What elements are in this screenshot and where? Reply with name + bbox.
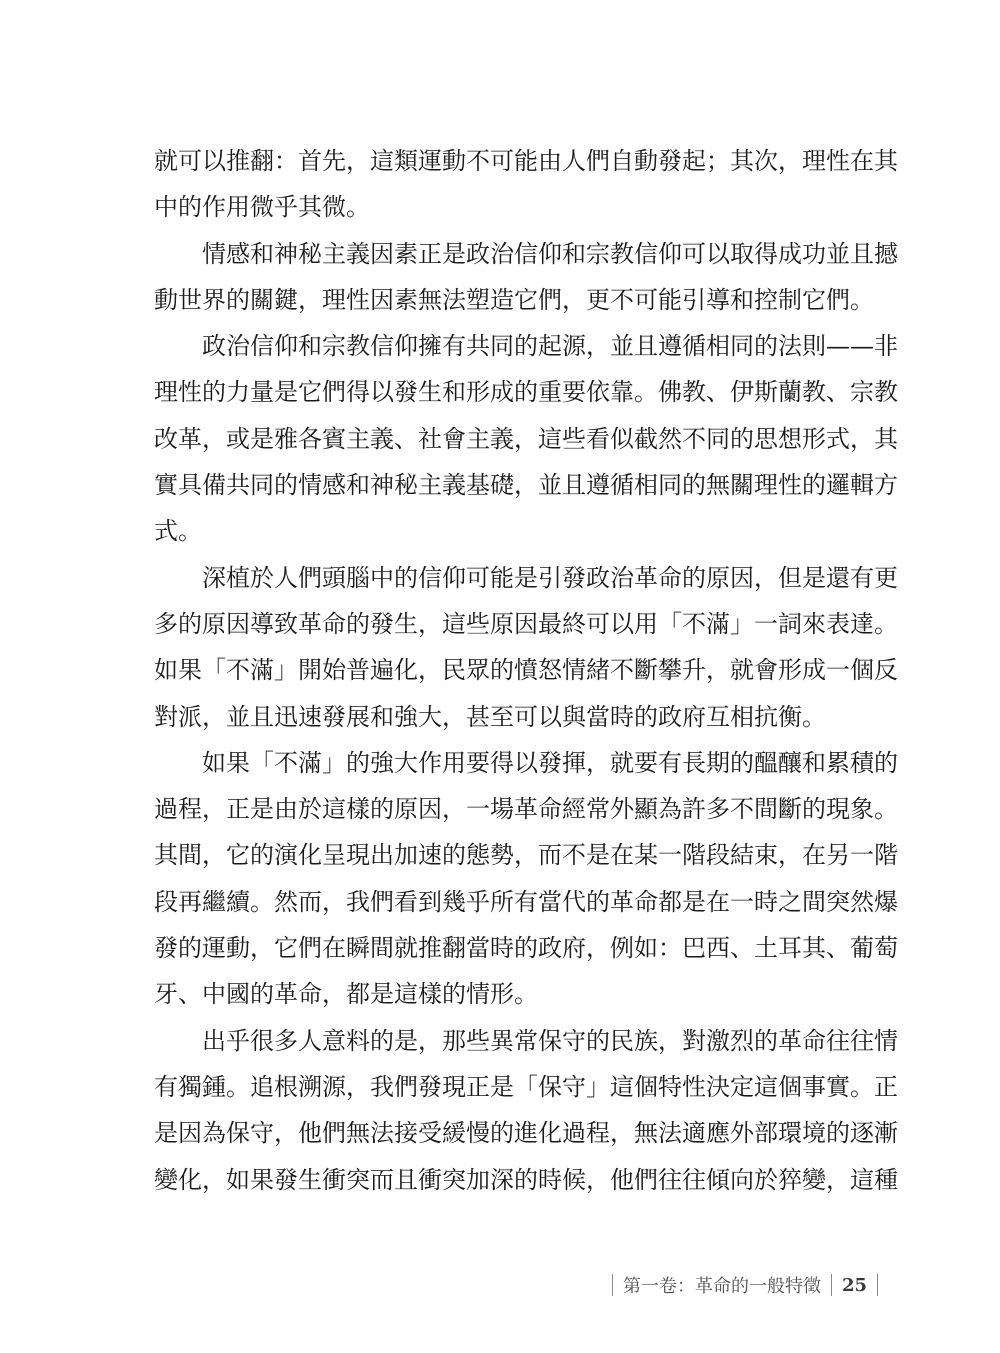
text-line: 其間，它的演化呈現出加速的態勢，而不是在某一階段結束，在另一階 [154, 841, 898, 870]
text-line: 過程，正是由於這樣的原因，一場革命經常外顯為許多不間斷的現象。 [154, 795, 898, 824]
footer-divider-right [877, 1274, 878, 1296]
text-line: 深植於人們頭腦中的信仰可能是引發政治革命的原因，但是還有更 [202, 563, 898, 592]
text-line: 是因為保守，他們無法接受緩慢的進化過程，無法適應外部環境的逐漸 [154, 1119, 898, 1148]
text-line: 情感和神秘主義因素正是政治信仰和宗教信仰可以取得成功並且撼 [202, 239, 898, 268]
text-line: 牙、中國的革命，都是這樣的情形。 [154, 980, 538, 1009]
body-text [154, 138, 898, 1203]
text-line: 發的運動，它們在瞬間就推翻當時的政府，例如：巴西、土耳其、葡萄 [154, 934, 898, 963]
text-line: 如果「不滿」的強大作用要得以發揮，就要有長期的醞釀和累積的 [202, 748, 898, 777]
page-footer [612, 1272, 878, 1298]
text-line: 動世界的關鍵，理性因素無法塑造它們，更不可能引導和控制它們。 [154, 285, 874, 314]
page-number: 25 [842, 1274, 868, 1296]
text-line: 如果「不滿」開始普遍化，民眾的憤怒情緒不斷攀升，就會形成一個反 [154, 656, 898, 685]
text-line: 中的作用微乎其微。 [154, 193, 370, 222]
text-line: 變化，如果發生衝突而且衝突加深的時候，他們往往傾向於猝變，這種 [154, 1165, 898, 1194]
text-line: 多的原因導致革命的發生，這些原因最終可以用「不滿」一詞來表達。 [154, 609, 898, 638]
text-line: 對派，並且迅速發展和強大，甚至可以與當時的政府互相抗衡。 [154, 702, 826, 731]
chapter-title: 第一卷：革命的一般特徵 [623, 1276, 821, 1297]
text-line: 理性的力量是它們得以發生和形成的重要依靠。佛教、伊斯蘭教、宗教 [154, 378, 898, 407]
text-line: 式。 [154, 517, 202, 546]
text-line: 政治信仰和宗教信仰擁有共同的起源，並且遵循相同的法則——非 [202, 332, 898, 361]
text-line: 改革，或是雅各賓主義、社會主義，這些看似截然不同的思想形式，其 [154, 424, 898, 453]
text-line: 就可以推翻：首先，這類運動不可能由人們自動發起；其次，理性在其 [154, 147, 898, 175]
text-line: 實具備共同的情感和神秘主義基礎，並且遵循相同的無關理性的邏輯方 [154, 471, 898, 500]
text-line: 出乎很多人意料的是，那些異常保守的民族，對激烈的革命往往情 [202, 1026, 898, 1055]
text-line: 有獨鍾。追根溯源，我們發現正是「保守」這個特性決定這個事實。正 [154, 1072, 898, 1101]
text-line: 段再繼續。然而，我們看到幾乎所有當代的革命都是在一時之間突然爆 [154, 887, 898, 916]
